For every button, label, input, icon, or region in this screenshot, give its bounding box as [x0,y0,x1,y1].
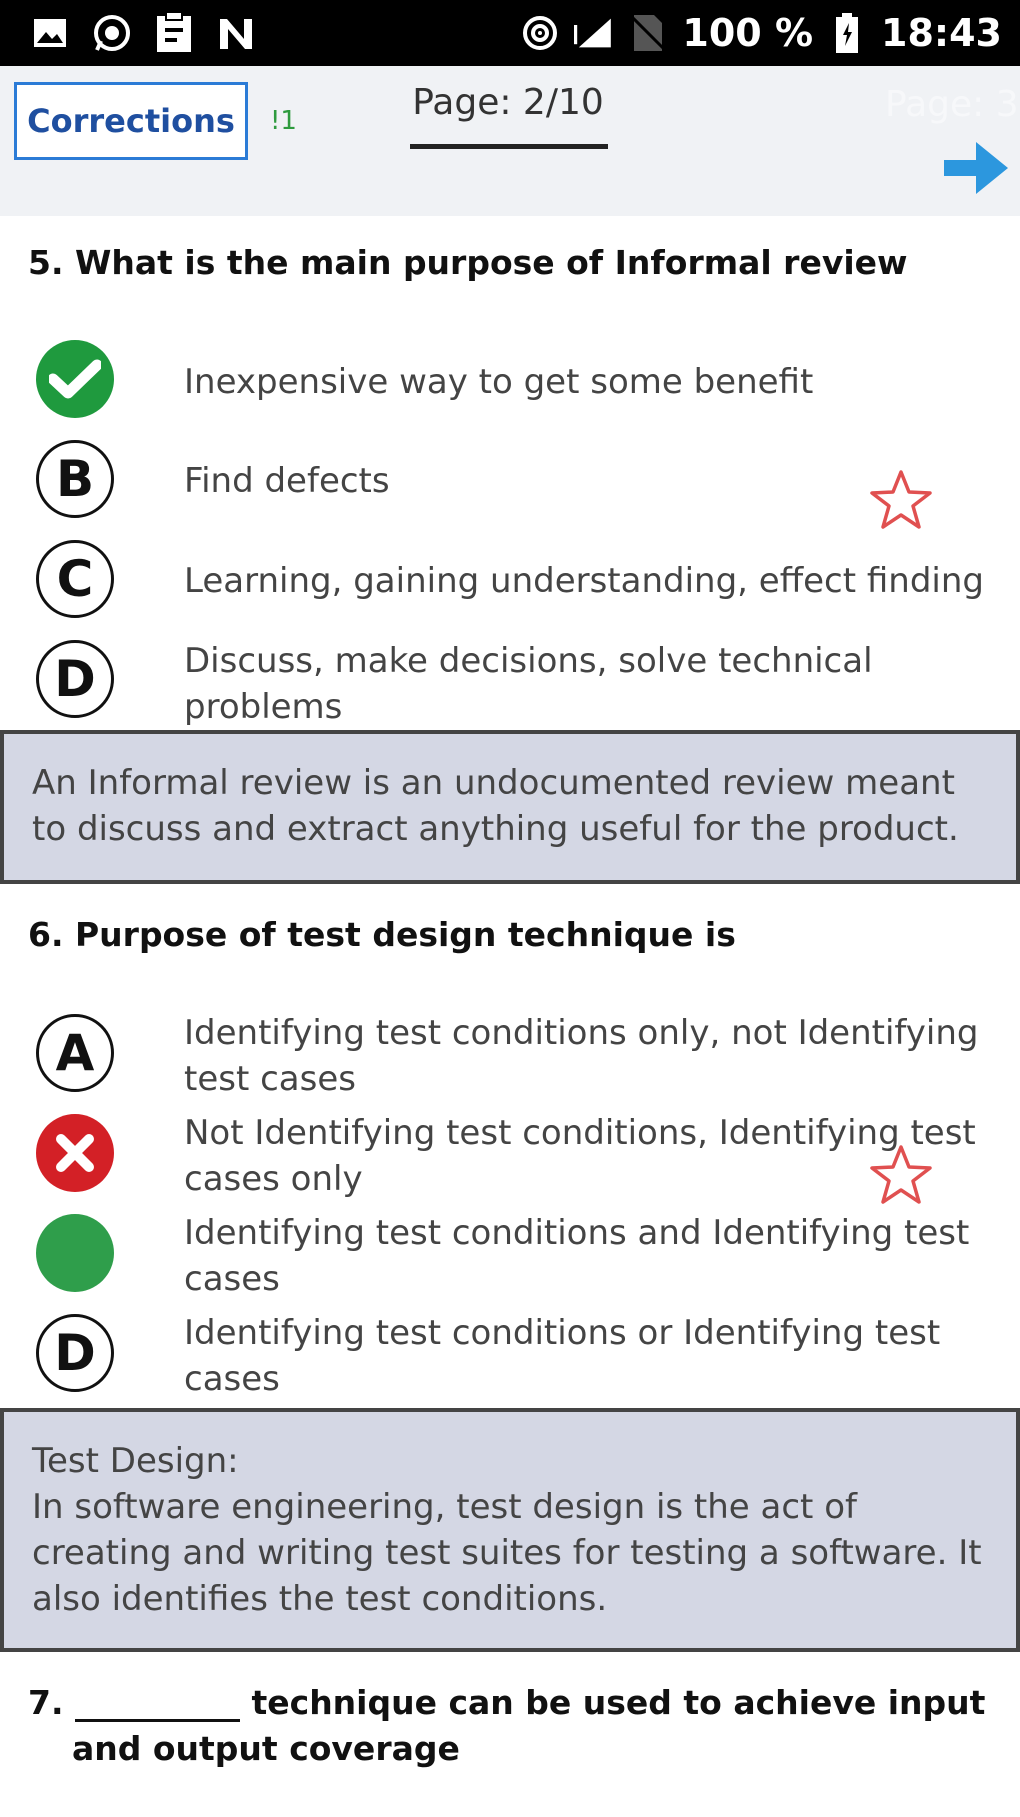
question-title: 5. What is the main purpose of Informal review [28,243,908,282]
star-icon[interactable] [868,1143,934,1207]
option-text: Find defects [184,461,390,501]
option-letter-badge: C [36,540,114,618]
option-letter-badge: B [36,440,114,518]
question-title: 7. __________ technique can be used to achieve input and output coverage [28,1683,986,1768]
page-tab-indicator [410,144,608,149]
battery-percent: 100 % [682,11,814,55]
status-bar [0,0,1020,66]
hotspot-icon [520,13,560,53]
option-text: Learning, gaining understanding, effect finding [184,561,985,601]
option-text: Inexpensive way to get some benefit [184,362,814,402]
question-title: 6. Purpose of test design technique is [28,915,736,954]
clipboard-icon [154,13,194,53]
no-sim-icon [628,13,668,53]
image-icon [30,13,70,53]
option-text: Identifying test conditions or Identifying test cases [184,1313,941,1399]
next-page-tab[interactable]: Page: 3 [885,84,1019,125]
option-text: Discuss, make decisions, solve technical problems [184,641,873,727]
explanation-text: In software engineering, test design is the act of creating and writing test suites for testing a software. It also identifies the test conditions. [32,1487,982,1619]
option-letter-badge: D [36,640,114,718]
option-letter-badge: A [36,1014,114,1092]
explanation-box [0,1408,1020,1652]
clock: 18:43 [881,11,1002,55]
explanation-heading: Test Design: [32,1441,239,1481]
current-page-tab[interactable]: Page: 2/10 [412,82,604,123]
quiz-header [0,66,1020,216]
next-arrow-icon[interactable] [940,136,1012,200]
n-icon [216,13,256,53]
explanation-text: An Informal review is an undocumented review meant to discuss and extract anything useful for the product. [32,763,959,849]
battery-icon [827,13,867,53]
corrections-button[interactable]: Corrections [14,82,248,160]
selected-answer-dot-icon [36,1214,114,1292]
option-text: Identifying test conditions only, not Identifying test cases [184,1013,979,1099]
wrong-x-icon [36,1114,114,1192]
whatsapp-icon [92,13,132,53]
option-letter-badge: D [36,1314,114,1392]
explanation-box [0,730,1020,884]
signal-icon [574,13,614,53]
correct-check-icon [36,340,114,418]
star-icon[interactable] [868,468,934,532]
option-text: Not Identifying test conditions, Identifying test cases only [184,1113,976,1199]
corrections-count: !1 [270,106,297,136]
option-text: Identifying test conditions and Identifying test cases [184,1213,970,1299]
